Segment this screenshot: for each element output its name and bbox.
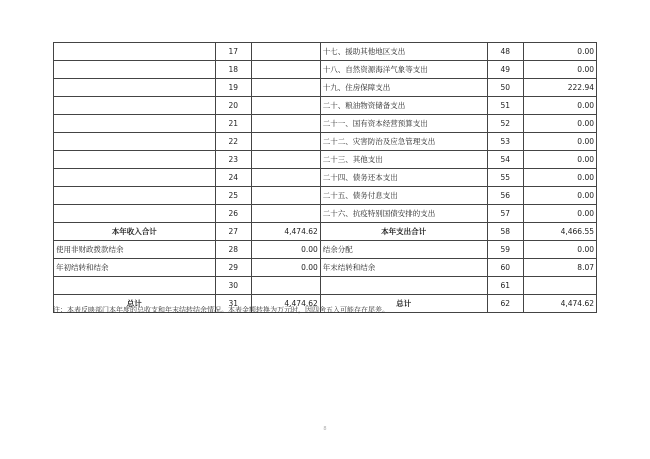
expense-amount-cell: 0.00 xyxy=(524,43,597,61)
expense-line-number-cell: 60 xyxy=(487,259,523,277)
expense-item-cell: 十七、援助其他地区支出 xyxy=(320,43,487,61)
income-item-cell xyxy=(54,133,216,151)
expense-item-cell: 二十、粮油物资储备支出 xyxy=(320,97,487,115)
income-amount-cell xyxy=(252,79,321,97)
table-row xyxy=(54,133,597,151)
table-note: 注：本表反映部门本年度的总收支和年末结转结余情况。本表金额转换为万元时，因四舍五入可能存在尾差。 xyxy=(53,306,389,314)
income-item-cell xyxy=(54,205,216,223)
expense-line-number-cell: 61 xyxy=(487,277,523,295)
expense-line-number-cell: 49 xyxy=(487,61,523,79)
table-row xyxy=(54,259,597,277)
expense-item-cell: 本年支出合计 xyxy=(320,223,487,241)
expense-amount-cell xyxy=(524,277,597,295)
expense-amount-cell: 0.00 xyxy=(524,61,597,79)
income-amount-cell: 4,474.62 xyxy=(252,295,321,313)
income-line-number-cell: 25 xyxy=(215,187,251,205)
income-amount-cell xyxy=(252,187,321,205)
income-line-number-cell: 18 xyxy=(215,61,251,79)
expense-line-number-cell: 51 xyxy=(487,97,523,115)
income-item-cell xyxy=(54,97,216,115)
income-line-number-cell: 28 xyxy=(215,241,251,259)
income-amount-cell: 4,474.62 xyxy=(252,223,321,241)
income-line-number-cell: 23 xyxy=(215,151,251,169)
table-row xyxy=(54,61,597,79)
expense-amount-cell: 4,474.62 xyxy=(524,295,597,313)
income-amount-cell xyxy=(252,115,321,133)
income-amount-cell xyxy=(252,97,321,115)
income-amount-cell xyxy=(252,61,321,79)
budget-summary-table xyxy=(53,42,597,313)
income-line-number-cell: 29 xyxy=(215,259,251,277)
income-item-cell: 本年收入合计 xyxy=(54,223,216,241)
expense-amount-cell: 0.00 xyxy=(524,205,597,223)
expense-item-cell: 年末结转和结余 xyxy=(320,259,487,277)
table-row xyxy=(54,97,597,115)
expense-item-cell: 二十三、其他支出 xyxy=(320,151,487,169)
income-amount-cell xyxy=(252,43,321,61)
table-row xyxy=(54,115,597,133)
table-row xyxy=(54,241,597,259)
income-item-cell xyxy=(54,61,216,79)
table-row xyxy=(54,43,597,61)
income-line-number-cell: 31 xyxy=(215,295,251,313)
page-number: 8 xyxy=(323,426,327,432)
income-amount-cell xyxy=(252,169,321,187)
table-row xyxy=(54,277,597,295)
table-body xyxy=(54,43,597,313)
expense-amount-cell: 0.00 xyxy=(524,115,597,133)
income-item-cell xyxy=(54,277,216,295)
table-row xyxy=(54,151,597,169)
income-line-number-cell: 17 xyxy=(215,43,251,61)
income-item-cell: 总计 xyxy=(54,295,216,313)
income-item-cell xyxy=(54,79,216,97)
table-row xyxy=(54,79,597,97)
expense-line-number-cell: 55 xyxy=(487,169,523,187)
expense-amount-cell: 0.00 xyxy=(524,187,597,205)
expense-item-cell: 二十一、国有资本经营预算支出 xyxy=(320,115,487,133)
expense-line-number-cell: 54 xyxy=(487,151,523,169)
income-item-cell xyxy=(54,169,216,187)
expense-line-number-cell: 62 xyxy=(487,295,523,313)
expense-amount-cell: 0.00 xyxy=(524,151,597,169)
expense-amount-cell: 0.00 xyxy=(524,169,597,187)
income-line-number-cell: 22 xyxy=(215,133,251,151)
expense-item-cell: 十八、自然资源海洋气象等支出 xyxy=(320,61,487,79)
expense-line-number-cell: 52 xyxy=(487,115,523,133)
expense-line-number-cell: 53 xyxy=(487,133,523,151)
income-amount-cell xyxy=(252,133,321,151)
expense-amount-cell: 4,466.55 xyxy=(524,223,597,241)
expense-amount-cell: 0.00 xyxy=(524,133,597,151)
income-line-number-cell: 19 xyxy=(215,79,251,97)
expense-item-cell: 二十二、灾害防治及应急管理支出 xyxy=(320,133,487,151)
income-line-number-cell: 20 xyxy=(215,97,251,115)
expense-amount-cell: 0.00 xyxy=(524,97,597,115)
income-amount-cell xyxy=(252,151,321,169)
table-row xyxy=(54,187,597,205)
income-line-number-cell: 26 xyxy=(215,205,251,223)
expense-line-number-cell: 58 xyxy=(487,223,523,241)
income-item-cell: 年初结转和结余 xyxy=(54,259,216,277)
expense-line-number-cell: 50 xyxy=(487,79,523,97)
table-row xyxy=(54,223,597,241)
expense-amount-cell: 0.00 xyxy=(524,241,597,259)
expense-amount-cell: 222.94 xyxy=(524,79,597,97)
income-line-number-cell: 27 xyxy=(215,223,251,241)
income-item-cell xyxy=(54,43,216,61)
expense-item-cell: 总计 xyxy=(320,295,487,313)
income-item-cell: 使用非财政拨款结余 xyxy=(54,241,216,259)
income-amount-cell: 0.00 xyxy=(252,259,321,277)
expense-amount-cell: 8.07 xyxy=(524,259,597,277)
income-line-number-cell: 30 xyxy=(215,277,251,295)
expense-item-cell: 二十五、债务付息支出 xyxy=(320,187,487,205)
expense-line-number-cell: 57 xyxy=(487,205,523,223)
income-line-number-cell: 24 xyxy=(215,169,251,187)
income-amount-cell: 0.00 xyxy=(252,241,321,259)
expense-item-cell: 十九、住房保障支出 xyxy=(320,79,487,97)
income-item-cell xyxy=(54,187,216,205)
income-amount-cell xyxy=(252,205,321,223)
expense-item-cell: 二十六、抗疫特别国债安排的支出 xyxy=(320,205,487,223)
expense-item-cell: 二十四、债务还本支出 xyxy=(320,169,487,187)
income-item-cell xyxy=(54,115,216,133)
income-item-cell xyxy=(54,151,216,169)
income-amount-cell xyxy=(252,277,321,295)
expense-item-cell xyxy=(320,277,487,295)
expense-item-cell: 结余分配 xyxy=(320,241,487,259)
table-row xyxy=(54,205,597,223)
expense-line-number-cell: 48 xyxy=(487,43,523,61)
table-row xyxy=(54,169,597,187)
expense-line-number-cell: 59 xyxy=(487,241,523,259)
expense-line-number-cell: 56 xyxy=(487,187,523,205)
income-line-number-cell: 21 xyxy=(215,115,251,133)
